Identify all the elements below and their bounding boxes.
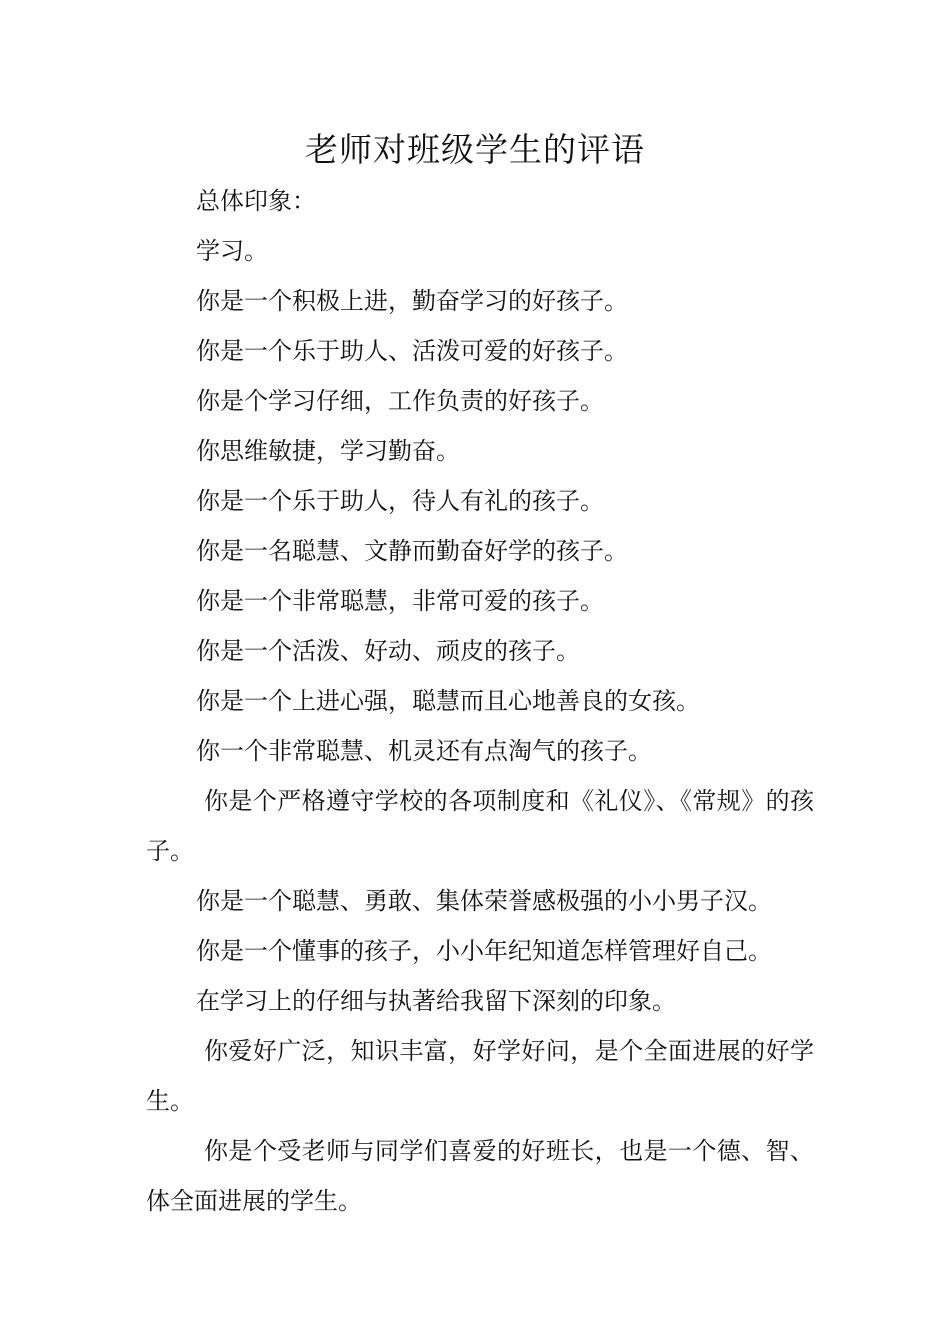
paragraph: 你一个非常聪慧、机灵还有点淘气的孩子。 (196, 737, 652, 765)
paragraph: 你是一个积极上进，勤奋学习的好孩子。 (196, 287, 628, 315)
paragraph: 你是个受老师与同学们喜爱的好班长，也是一个德、智、体全面进展的学生。 (146, 1137, 814, 1215)
paragraph: 你是一个活泼、好动、顽皮的孩子。 (196, 637, 580, 665)
paragraph: 你是个严格遵守学校的各项制度和《礼仪》、《常规》的孩子。 (146, 787, 814, 865)
paragraph: 你是一个乐于助人，待人有礼的孩子。 (196, 487, 604, 515)
paragraph: 你是一名聪慧、文静而勤奋好学的孩子。 (196, 537, 628, 565)
document-body (146, 176, 814, 1226)
paragraph: 你爱好广泛，知识丰富，好学好问，是个全面进展的好学生。 (146, 1037, 814, 1115)
paragraph: 在学习上的仔细与执著给我留下深刻的印象。 (196, 987, 676, 1015)
paragraph: 学习。 (196, 237, 268, 265)
paragraph: 你是一个上进心强，聪慧而且心地善良的女孩。 (196, 687, 700, 715)
paragraph: 你是一个懂事的孩子，小小年纪知道怎样管理好自己。 (196, 937, 772, 965)
paragraph: 你思维敏捷，学习勤奋。 (196, 437, 460, 465)
paragraph: 你是一个非常聪慧，非常可爱的孩子。 (196, 587, 604, 615)
paragraph: 你是一个乐于助人、活泼可爱的好孩子。 (196, 337, 628, 365)
document-title: 老师对班级学生的评语 (305, 130, 645, 169)
paragraph: 你是个学习仔细，工作负责的好孩子。 (196, 387, 604, 415)
paragraph: 你是一个聪慧、勇敢、集体荣誉感极强的小小男子汉。 (196, 887, 772, 915)
paragraph: 总体印象： (196, 187, 316, 215)
